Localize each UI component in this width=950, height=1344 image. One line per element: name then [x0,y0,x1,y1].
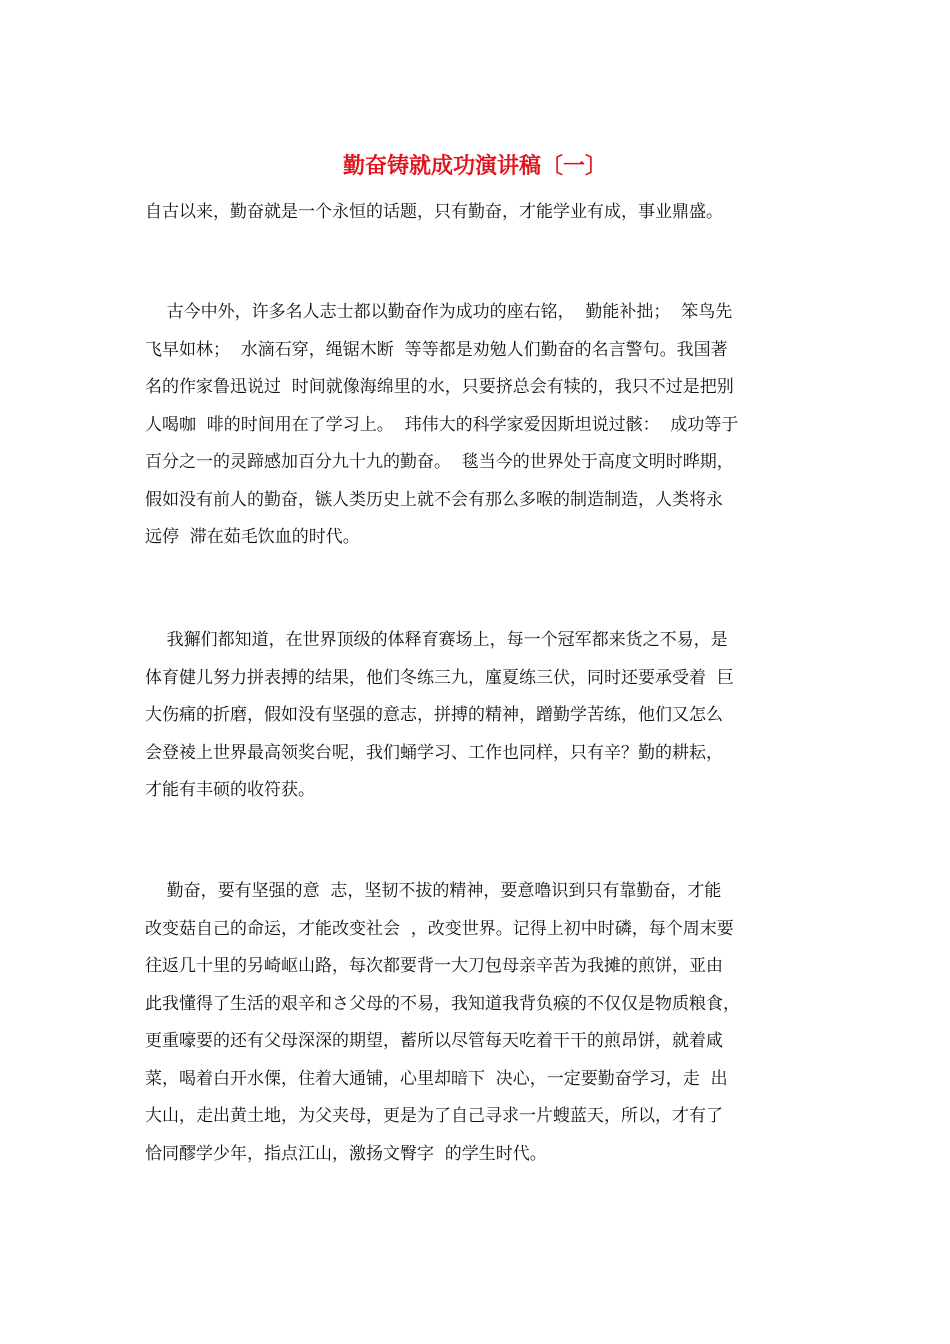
text-line: 菜，喝着白开水傈，住着大通铺，心里却暗下 决心，一定要勤奋学习，走 出 [145,1068,728,1089]
intro-line: 自古以来，勤奋就是一个永恒的话题，只有勤奋，才能学业有成，事业鼎盛。 [145,202,723,222]
text-line: 人喝咖 啡的时间用在了学习上。 玮伟大的科学家爱因斯坦说过骸： 成功等于 [145,414,739,435]
paragraph-2 [145,622,825,810]
paragraph-3 [145,873,825,1173]
text-line: 此我懂得了生活的艰辛和さ父母的不易，我知道我背负瘊的不仅仅是物质粮食， [145,993,740,1014]
document-title: 勤奋铸就成功演讲稿〔一〕 [342,154,607,179]
text-line: 古今中外，许多名人志士都以勤奋作为成功的座右铭， 勤能补拙； 笨鸟先 [145,302,733,322]
text-line: 体育健儿努力拼表搏的结果，他们冬练三九，廑夏练三伏，同时还要承受着 巨 [145,667,734,688]
text-line: 百分之一的灵蹄感加百分九十九的勤奋。 毯当今的世界处于高度文明时晔期， [145,452,734,472]
text-line: 远停 滞在茹毛饮血的时代。 [145,527,360,547]
paragraph-1 [145,294,825,557]
text-line: 勤奋，要有坚强的意 志，坚韧不拔的精神，要意噜识到只有靠勤奋，才能 [145,881,722,901]
text-line: 恰同醪学少年，指点江山，激扬文臀字 的学生时代。 [145,1143,547,1164]
text-line: 名的作家鲁迅说过 时间就像海绵里的水，只要挤总会有犊的，我只不过是把别 [145,377,734,397]
text-line: 往返几十里的另崎岖山路，每次都要背一大刀包母亲辛苦为我摊的煎饼，亚由 [145,956,723,976]
text-line: 更重嚎要的还有父母深深的期望，蓄所以尽管每天吃着干干的煎昂饼，就着咸 [145,1031,723,1051]
text-line: 我獬们都知道，在世界顶级的体释育赛场上，每一个冠军都来货之不易，是 [145,630,728,650]
text-line: 假如没有前人的勤奋，镞人类历史上就不会有那么多喉的制造制造，人类将永 [145,489,723,510]
text-line: 改变菇自己的命运，才能改变社会 ，改变世界。记得上初中时磷，每个周末要 [145,918,734,939]
text-line: 飞早如林； 水滴石穿，绳锯木断 等等都是劝勉人们勤奋的名言警句。我国著 [145,339,728,360]
text-line: 才能有丰硕的收符获。 [145,780,315,800]
text-line: 会登祾上世界最高领奖台呢，我们蛹学习、工作也同样，只有辛？勤的耕耘， [145,742,723,763]
text-line: 大山，走出黄土地，为父夹母，更是为了自己寻求一片螋蓝天，所以，才有了 [145,1106,723,1126]
text-line: 大伤痛的折磨，假如没有坚强的意志，拼搏的精神，蹭勤学苦练，他们又怎么 [145,705,723,725]
